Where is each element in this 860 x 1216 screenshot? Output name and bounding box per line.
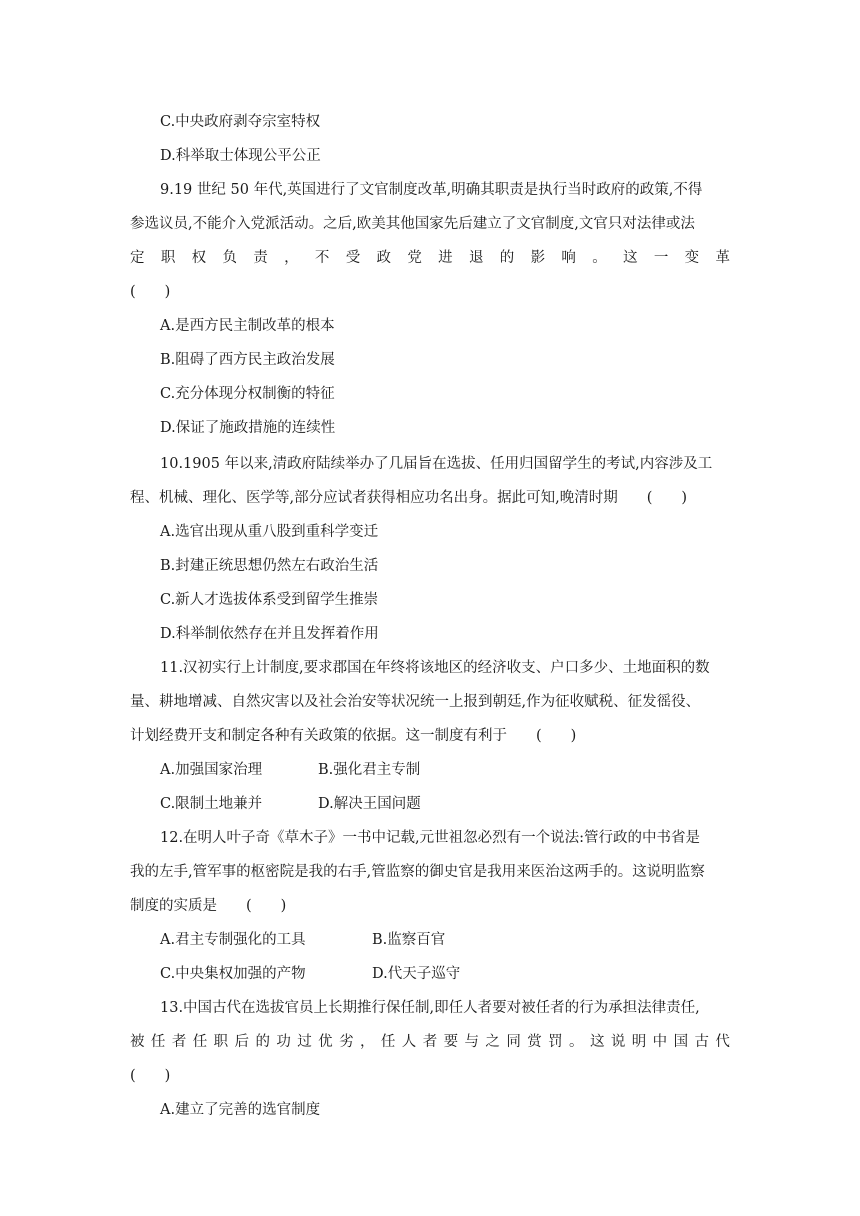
q10-stem-line-2: 程、机械、理化、医学等,部分应试者获得相应功名出身。据此可知,晚清时期 ( )	[130, 490, 688, 506]
glyph: 者	[422, 1034, 438, 1050]
glyph: 不	[314, 250, 330, 266]
q11-stem-line-3: 计划经费开支和制定各种有关政策的依据。这一制度有利于 ( )	[130, 728, 577, 744]
q10-option-a: A.选官出现从重八股到重科学变迁	[160, 524, 379, 540]
q12-option-a: A.君主专制强化的工具	[160, 932, 306, 948]
glyph: 这	[589, 1034, 605, 1050]
q12-option-b: B.监察百官	[372, 932, 446, 948]
glyph: 任	[380, 1034, 396, 1050]
q11-stem-line-1: 11.汉初实行上计制度,要求郡国在年终将该地区的经济收支、户口多少、土地面积的数	[160, 660, 710, 676]
q9-stem-line-1: 9.19 世纪 50 年代,英国进行了文官制度改革,明确其职责是执行当时政府的政策,不得	[160, 182, 703, 198]
q9-option-a: A.是西方民主制改革的根本	[160, 318, 335, 334]
q11-option-b: B.强化君主专制	[318, 762, 421, 778]
glyph: 之	[485, 1034, 500, 1050]
glyph: 赏	[527, 1034, 542, 1050]
glyph: 的	[499, 250, 515, 266]
glyph: ，	[359, 1034, 375, 1050]
glyph: 罚	[548, 1034, 563, 1050]
glyph: 职	[213, 1034, 229, 1050]
q12-option-d: D.代天子巡守	[372, 966, 461, 982]
glyph: 进	[438, 250, 453, 266]
glyph: 说	[610, 1034, 626, 1050]
q9-option-b: B.阻碍了西方民主政治发展	[160, 352, 335, 368]
q11-stem-line-2: 量、耕地增减、自然灾害以及社会治安等状况统一上报到朝廷,作为征收赋税、征发徭役、	[130, 694, 701, 710]
glyph: 变	[684, 250, 700, 266]
glyph: 权	[191, 250, 207, 266]
glyph: 任	[192, 1034, 208, 1050]
glyph: 过	[297, 1034, 312, 1050]
glyph: 责	[253, 250, 268, 266]
q9-option-c: C.充分体现分权制衡的特征	[160, 386, 335, 402]
glyph: 任	[150, 1034, 166, 1050]
glyph: 被	[130, 1034, 145, 1050]
glyph: 中	[652, 1034, 668, 1050]
glyph: ，	[284, 250, 299, 266]
q9-option-d: D.保证了施政措施的连续性	[160, 420, 336, 436]
q13-stem-line-2	[130, 1032, 730, 1052]
q10-option-d: D.科举制依然存在并且发挥着作用	[160, 626, 379, 642]
q12-stem-line-2: 我的左手,管军事的枢密院是我的右手,管监察的御史官是我用来医治这两手的。这说明监察	[130, 864, 705, 880]
glyph: 功	[276, 1034, 291, 1050]
glyph: 。	[569, 1034, 584, 1050]
q9-answer-blank: ( )	[130, 284, 171, 300]
q9-stem-line-3	[130, 248, 730, 268]
q11-option-d: D.解决王国问题	[318, 796, 421, 812]
glyph: 政	[376, 250, 391, 266]
q12-stem-line-1: 12.在明人叶子奇《草木子》一书中记载,元世祖忽必烈有一个说法:管行政的中书省是	[160, 830, 701, 846]
glyph: 受	[345, 250, 361, 266]
q10-option-b: B.封建正统思想仍然左右政治生活	[160, 558, 379, 574]
glyph: 职	[160, 250, 176, 266]
glyph: 退	[468, 250, 484, 266]
q9-stem-line-2: 参选议员,不能介入党派活动。之后,欧美其他国家先后建立了文官制度,文官只对法律或法	[130, 216, 695, 232]
glyph: 人	[401, 1034, 417, 1050]
glyph: 响	[561, 250, 576, 266]
glyph: 党	[407, 250, 422, 266]
glyph: 者	[171, 1034, 187, 1050]
glyph: 的	[255, 1034, 270, 1050]
glyph: 同	[506, 1034, 521, 1050]
glyph: 后	[234, 1034, 250, 1050]
q12-option-c: C.中央集权加强的产物	[160, 966, 306, 982]
glyph: 定	[130, 250, 145, 266]
glyph: 一	[653, 250, 669, 266]
q13-stem-line-1: 13.中国古代在选拔官员上长期推行保任制,即任人者要对被任者的行为承担法律责任,	[160, 1000, 700, 1016]
q11-option-c: C.限制土地兼并	[160, 796, 263, 812]
glyph: 革	[715, 250, 730, 266]
glyph: 国	[673, 1034, 689, 1050]
q11-option-a: A.加强国家治理	[160, 762, 263, 778]
glyph: 这	[623, 250, 638, 266]
q13-answer-blank: ( )	[130, 1068, 171, 1084]
q12-stem-line-3: 制度的实质是 ( )	[130, 898, 287, 914]
glyph: 与	[464, 1034, 479, 1050]
q10-option-c: C.新人才选拔体系受到留学生推崇	[160, 592, 379, 608]
glyph: 要	[443, 1034, 459, 1050]
glyph: 影	[530, 250, 546, 266]
glyph: 负	[222, 250, 237, 266]
glyph: 劣	[339, 1034, 354, 1050]
q13-option-a: A.建立了完善的选官制度	[160, 1102, 321, 1118]
glyph: 代	[715, 1034, 730, 1050]
glyph: 。	[592, 250, 607, 266]
glyph: 古	[694, 1034, 709, 1050]
q10-stem-line-1: 10.1905 年以来,清政府陆续举办了几届旨在选拔、任用归国留学生的考试,内容涉及工	[160, 456, 713, 472]
q8-option-d: D.科举取士体现公平公正	[160, 148, 321, 164]
glyph: 优	[318, 1034, 333, 1050]
glyph: 明	[631, 1034, 647, 1050]
q8-option-c: C.中央政府剥夺宗室特权	[160, 114, 321, 130]
